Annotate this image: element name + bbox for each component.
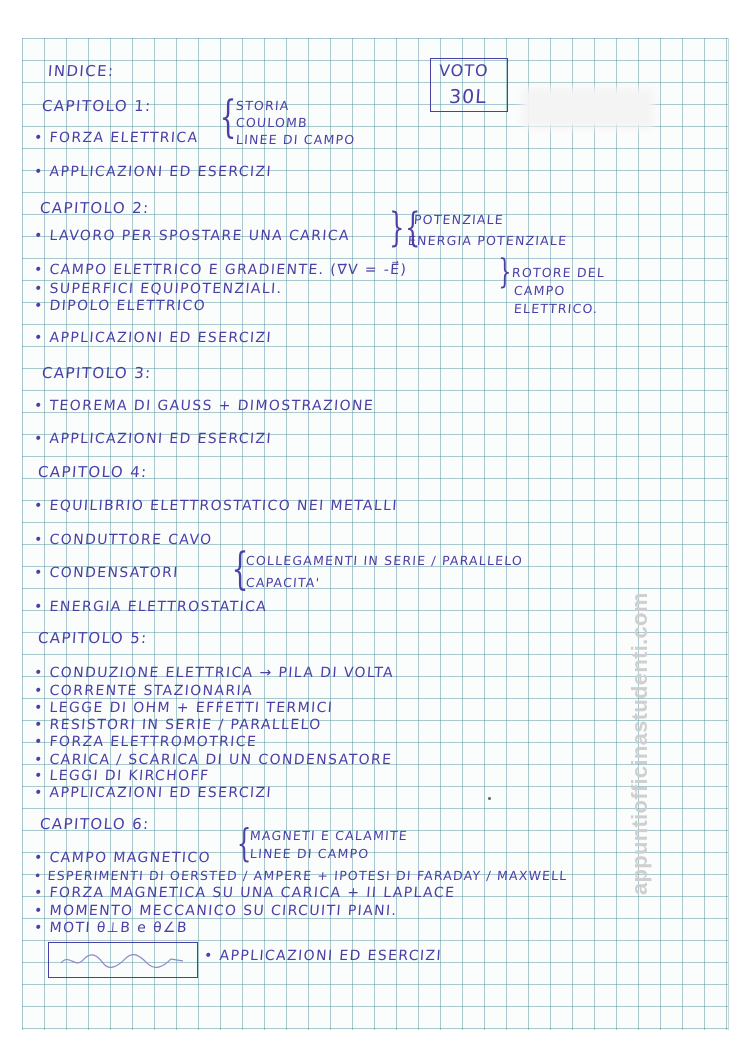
list-item: • CAMPO ELETTRICO E GRADIENTE. (∇⃗V = -E⃗) <box>33 262 408 278</box>
list-item: • APPLICAZIONI ED ESERCIZI <box>33 330 273 346</box>
chapter-title: CAPITOLO 5: <box>37 629 149 647</box>
list-item: • EQUILIBRIO ELETTROSTATICO NEI METALLI <box>33 498 399 514</box>
list-item: • APPLICAZIONI ED ESERCIZI <box>33 785 273 801</box>
list-item: • CONDENSATORI <box>33 565 180 581</box>
list-item: • MOMENTO MECCANICO SU CIRCUITI PIANI. <box>33 903 398 919</box>
rotor-note: ROTORE DEL <box>511 265 606 280</box>
list-item: • CONDUZIONE ELETTRICA → PILA DI VOLTA <box>33 665 395 681</box>
curly-brace: } <box>498 252 512 292</box>
list-item: • RESISTORI IN SERIE / PARALLELO <box>33 717 323 733</box>
redacted-area <box>522 88 654 128</box>
brace-item: COLLEGAMENTI IN SERIE / PARALLELO <box>245 553 524 568</box>
chapter-title: CAPITOLO 1: <box>41 97 153 115</box>
chapter-title: CAPITOLO 2: <box>39 199 151 217</box>
list-item: • LEGGI DI KIRCHOFF <box>33 768 210 784</box>
list-item: • ESPERIMENTI DI OERSTED / AMPERE + IPOTESI DI FARADAY / MAXWELL <box>33 868 569 883</box>
list-item: • MOTI θ⊥B e θ∠B <box>33 920 189 936</box>
ink-dot <box>488 797 491 800</box>
list-item: • APPLICAZIONI ED ESERCIZI <box>203 948 443 964</box>
list-item: • APPLICAZIONI ED ESERCIZI <box>33 164 273 180</box>
curly-brace: } <box>389 205 405 251</box>
list-item: • CAMPO MAGNETICO <box>33 850 212 866</box>
list-item: • CORRENTE STAZIONARIA <box>33 683 254 699</box>
index-title: INDICE: <box>47 62 116 80</box>
signature-box <box>48 942 198 978</box>
rotor-note: CAMPO <box>513 283 566 298</box>
list-item: • APPLICAZIONI ED ESERCIZI <box>33 431 273 447</box>
list-item: • FORZA ELETTRICA <box>33 130 200 146</box>
curly-brace: { <box>236 821 252 865</box>
brace-item: MAGNETI E CALAMITE <box>249 828 409 843</box>
chapter-title: CAPITOLO 3: <box>41 364 153 382</box>
grade-label: VOTO <box>438 61 490 80</box>
chapter-title: CAPITOLO 4: <box>37 463 149 481</box>
brace-item: POTENZIALE <box>413 212 505 227</box>
watermark: appuntiofficinastudenti.com <box>627 592 652 895</box>
brace-item: ENERGIA POTENZIALE <box>407 233 568 248</box>
list-item: • TEOREMA DI GAUSS + DIMOSTRAZIONE <box>33 398 375 414</box>
list-item: • FORZA ELETTROMOTRICE <box>33 734 258 750</box>
grade-value: 30L <box>448 86 488 108</box>
brace-item: STORIA <box>235 98 291 113</box>
brace-item: LINEE DI CAMPO <box>249 846 370 861</box>
list-item: • FORZA MAGNETICA SU UNA CARICA + II LAPLACE <box>33 885 456 901</box>
signature-scribble <box>59 951 187 971</box>
list-item: • LAVORO PER SPOSTARE UNA CARICA <box>33 228 351 244</box>
list-item: • DIPOLO ELETTRICO <box>33 298 207 314</box>
list-item: • CONDUTTORE CAVO <box>33 532 214 548</box>
chapter-title: CAPITOLO 6: <box>39 815 151 833</box>
brace-item: CAPACITA' <box>245 575 321 590</box>
rotor-note: ELETTRICO. <box>513 301 599 316</box>
list-item: • ENERGIA ELETTROSTATICA <box>33 599 268 615</box>
brace-item: LINEE DI CAMPO <box>235 132 356 147</box>
brace-item: COULOMB <box>235 115 309 130</box>
grade-box <box>430 58 508 112</box>
list-item: • LEGGE DI OHM + EFFETTI TERMICI <box>33 700 334 716</box>
list-item: • CARICA / SCARICA DI UN CONDENSATORE <box>33 752 393 768</box>
curly-brace: { <box>231 544 249 595</box>
curly-brace: { <box>405 205 421 251</box>
list-item: • SUPERFICI EQUIPOTENZIALI. <box>33 281 284 297</box>
curly-brace: { <box>219 92 237 143</box>
